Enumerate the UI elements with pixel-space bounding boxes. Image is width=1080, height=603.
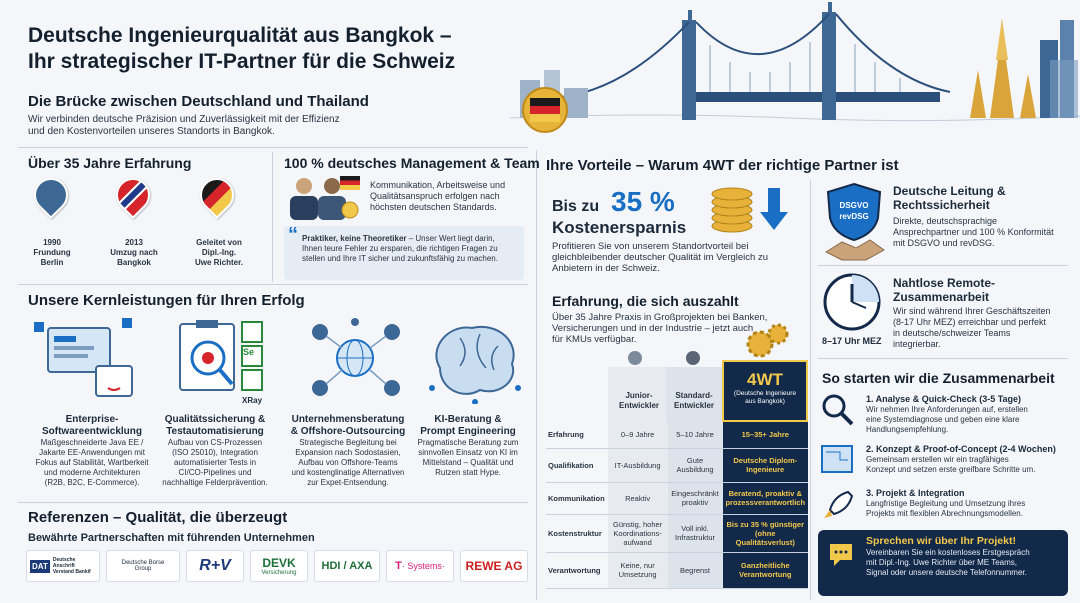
quote-line-2: Ihnen teure Fehler zu ersparen, die richtigen Fragen zu xyxy=(302,244,498,253)
service-3-title-2: & Offshore-Outsourcing xyxy=(290,426,406,437)
quote-bold: Praktiker, keine Theoretiker xyxy=(302,234,407,243)
advantages-heading: Ihre Vorteile – Warum 4WT der richtige Partner ist xyxy=(546,157,899,174)
remote-text-1: Wir sind während Ihrer Geschäftszeiten xyxy=(893,306,1051,316)
services-heading: Unsere Kernleistungen für Ihren Erfolg xyxy=(28,292,305,309)
chat-bubble-icon xyxy=(826,540,856,570)
logo-t-systems: T · Systems· xyxy=(386,550,454,582)
logo-devk: DEVK Versicherung xyxy=(250,550,308,582)
experience-pays-text-1: Über 35 Jahre Praxis in Großprojekten bei Banken, xyxy=(552,312,768,323)
start-heading: So starten wir die Zusammenarbeit xyxy=(822,370,1055,386)
table-row: Verantwortung Keine, nur Umsetzung Begrenst Ganzheitliche Verantwortung xyxy=(546,552,808,588)
service-3-desc-1: Strategische Begleitung bei xyxy=(299,438,397,447)
bridge-text-2: und den Kostenvorteilen unseres Standorts in Bangkok. xyxy=(28,126,275,137)
offshore-network-icon xyxy=(300,318,410,404)
service-2-desc-1: Aufbau von CS-Prozessen xyxy=(167,438,263,447)
experience-pays-text-3: für KMUs verfügbar. xyxy=(552,334,637,345)
ai-brain-icon xyxy=(420,318,530,404)
experience-pays-heading: Erfahrung, die sich auszahlt xyxy=(552,293,739,309)
germany-flag-icon xyxy=(193,171,241,219)
shield-labels xyxy=(826,200,882,222)
step-1-text-2: eine Systemdiagnose und geben eine klare xyxy=(866,415,1020,424)
logo-rewe: REWE AG xyxy=(460,550,528,582)
management-text-3: höchsten deutschen Standards. xyxy=(370,202,497,212)
bridge-text-1: Wir verbinden deutsche Präzision und Zuverlässigkeit mit der Effizienz xyxy=(28,114,340,125)
exp-year-1990: 1990 xyxy=(43,238,61,247)
col-junior-header: Junior- Entwickler xyxy=(608,367,670,427)
xray-label: XRay xyxy=(242,396,263,405)
exp-year-2013: 2013 xyxy=(125,238,143,247)
cta-title: Sprechen wir über Ihr Projekt! xyxy=(866,535,1016,547)
leadership-heading-2: Rechtssicherheit xyxy=(893,198,990,212)
service-1-desc-4: und moderne Architekturen xyxy=(43,468,141,477)
selenium-label: Se xyxy=(243,347,255,357)
quote-line-1: – Unser Wert liegt darin, xyxy=(406,234,495,243)
exp-label-dipl: Dipl.-Ing. xyxy=(201,248,237,257)
software-development-icon xyxy=(34,318,144,404)
service-3-desc-5: zur Expet-Entsendung. xyxy=(307,478,389,487)
clock-label: 8–17 Uhr MEZ xyxy=(822,336,882,346)
comparison-table xyxy=(546,422,808,589)
leadership-text-2: Ansprechpartner und 100 % Konformität xyxy=(893,227,1054,237)
step-2-text-2: Konzept und setzen erste greifbare Schritte um. xyxy=(866,465,1036,474)
shield-handshake-icon xyxy=(822,182,886,262)
col-4wt-header: 4WT (Deutsche Ingenieure aus Bangkok) xyxy=(722,360,808,422)
exp-label-move: Umzug nach xyxy=(110,248,158,257)
experience-heading: Über 35 Jahre Erfahrung xyxy=(28,155,192,171)
bridge-skyline-illustration xyxy=(510,0,1080,150)
service-3-desc-4: und kostenglinatige Alternativen xyxy=(291,468,405,477)
step-2-text-1: Gemeinsam erstellen wir ein tragfähiges xyxy=(866,455,1009,464)
savings-text-2: gleichbleibender deutscher Qualität im Vergleich zu xyxy=(552,252,768,263)
service-1-desc-3: Fokus auf Stabilität, Wartberkeit xyxy=(35,458,149,467)
service-4-desc-4: Rutzen statt Hype. xyxy=(435,468,501,477)
exp-led-by: Geleitet von xyxy=(196,238,242,247)
cta-text-1: Vereinbaren Sie ein kostenloses Erstgespräch xyxy=(866,548,1030,557)
table-row: Kostenstruktur Günstig, hoher Koordinations-aufwand Voll inkl. Infrastruktur Bis zu 35 % günstiger (ohne Qualitätsverlust) xyxy=(546,514,808,552)
building-icon xyxy=(27,171,75,219)
service-3-desc-2: Expansion nach Sodostasien, xyxy=(295,448,401,457)
service-4-title-2: Prompt Engineering xyxy=(420,426,516,437)
shield-label-revdsg: revDSG xyxy=(839,212,869,221)
remote-heading-2: Zusammenarbeit xyxy=(893,290,990,304)
step-1-text-1: Wir nehmen Ihre Anforderungen auf, erstellen xyxy=(866,405,1028,414)
quote-line-3: stellen und Ihre IT sicher und zukunftsfähig zu machen. xyxy=(302,254,498,263)
exp-label-berlin: Berlin xyxy=(40,258,64,267)
service-3-desc-3: Aufbau von Offshore-Teams xyxy=(298,458,398,467)
service-2-title-1: Qualitätssicherung & xyxy=(164,414,266,425)
clock-icon xyxy=(822,272,882,332)
bridge-heading: Die Brücke zwischen Deutschland und Thailand xyxy=(28,93,369,110)
page-title-line1: Deutsche Ingenieurqualität aus Bangkok – xyxy=(28,24,452,47)
service-2-desc-2: (ISO 25010), Integration xyxy=(172,448,258,457)
service-1-desc-2: Jakarte EE-Anwendungen mit xyxy=(39,448,145,457)
references-heading: Referenzen – Qualität, die überzeugt xyxy=(28,509,288,526)
step-1-title: 1. Analyse & Quick-Check (3-5 Tage) xyxy=(866,394,1022,404)
service-2-desc-5: nachhaltige Felderprävention. xyxy=(162,478,268,487)
magnifier-icon xyxy=(820,392,856,428)
shield-label-dsgvo: DSGVO xyxy=(839,201,869,210)
cta-text-2: mit Dipl.-Ing. Uwe Richter über ME Teams, xyxy=(866,558,1018,567)
service-4-desc-2: sinnvollen Einsatz von KI im xyxy=(418,448,518,457)
savings-value: 35 % xyxy=(611,186,675,217)
savings-word: Kostenersparnis xyxy=(552,218,687,237)
coins-savings-icon xyxy=(706,186,794,234)
step-3-text-1: Langfristige Begleitung und Umsetzung ihres xyxy=(866,499,1026,508)
service-1-desc-1: Maßgeschneiderte Java EE / xyxy=(40,438,144,447)
leadership-text-1: Direkte, deutschsprachige xyxy=(893,216,998,226)
blueprint-icon xyxy=(820,442,856,478)
exp-label-bangkok: Bangkok xyxy=(117,258,151,267)
table-row: Kommunikation Reaktiv Eingeschränkt proaktiv Beratend, proaktiv & prozessverantwortlich xyxy=(546,482,808,514)
exp-label-name: Uwe Richter. xyxy=(194,258,243,267)
thailand-flag-icon xyxy=(109,171,157,219)
management-text-1: Kommunikation, Arbeitsweise und xyxy=(370,180,506,190)
leadership-heading-1: Deutsche Leitung & xyxy=(893,184,1006,198)
service-2-desc-3: automatisierter Tests in xyxy=(173,458,257,467)
service-1-title-2: Softwareentwicklung xyxy=(41,426,142,437)
service-2-desc-4: CI/CO-Pipelines und xyxy=(178,468,252,477)
service-4-desc-1: Pragmatische Beratung zum xyxy=(417,438,519,447)
experience-pays-text-2: Versicherungen und in der Industrie – jetzt auch xyxy=(552,323,754,334)
cta-text-3: Signal oder unsere deutsche Telefonnummer. xyxy=(866,568,1027,577)
logo-hdi-axa: HDI / AXA xyxy=(314,550,380,582)
step-1-text-3: Handlungsempfehlung. xyxy=(866,425,949,434)
table-row: Erfahrung 0–9 Jahre 5–10 Jahre 15–35+ Jahre xyxy=(546,422,808,448)
service-1-desc-5: (R2B, B2C, E-Commerce). xyxy=(44,478,140,487)
table-row: Qualifikation IT-Ausbildung Gute Ausbildung Deutsche Diplom-Ingenieure xyxy=(546,448,808,482)
logo-dat: DAT Deutsche Anschrift Verstand Bankif xyxy=(26,550,100,582)
management-text-2: Qualitätsanspruch erfolgen nach xyxy=(370,191,500,201)
service-4-title-1: KI-Beratung & xyxy=(434,414,502,425)
col-standard-header: Standard- Entwickler xyxy=(666,367,722,427)
remote-text-4: integrierbar. xyxy=(893,339,941,349)
savings-text-3: Anbietern in der Schweiz. xyxy=(552,263,660,274)
references-subheading: Bewährte Partnerschaften mit führenden Unternehmen xyxy=(28,532,315,544)
step-3-text-2: Projekts mit flexiblen Abrechnungsmodellen. xyxy=(866,509,1023,518)
savings-text-1: Profitieren Sie von unserem Standortvorteil bei xyxy=(552,241,749,252)
page-title-line2: Ihr strategischer IT-Partner für die Schweiz xyxy=(28,50,456,73)
service-2-title-2: Testautomatisierung xyxy=(166,426,264,437)
remote-text-3: in deutsche/schweizer Teams xyxy=(893,328,1011,338)
logo-deutsche-boerse: Deutsche Borse Group xyxy=(106,550,180,582)
step-3-title: 3. Projekt & Integration xyxy=(866,488,965,498)
germany-flag-small-icon xyxy=(340,176,360,190)
exp-label-founding: Frundung xyxy=(33,248,71,257)
rocket-icon xyxy=(820,488,856,524)
qa-test-icon xyxy=(170,318,280,404)
leadership-text-3: mit DSGVO und revDSG. xyxy=(893,238,995,248)
remote-heading-1: Nahtlose Remote- xyxy=(893,276,996,290)
quote-open-icon: “ xyxy=(288,224,298,246)
savings-prefix: Bis zu xyxy=(552,198,600,215)
logo-rv: R+V xyxy=(186,550,244,582)
service-4-desc-3: Mittelstand – Qualität und xyxy=(422,458,514,467)
service-3-title-1: Unternehmensberatung xyxy=(291,414,405,425)
service-1-title-1: Enterprise- xyxy=(65,414,119,425)
step-2-title: 2. Konzept & Proof-of-Concept (2-4 Wochen) xyxy=(866,444,1056,454)
management-heading: 100 % deutsches Management & Team xyxy=(284,155,540,171)
remote-text-2: (8-17 Uhr MEZ) erreichbar und perfekt xyxy=(893,317,1047,327)
